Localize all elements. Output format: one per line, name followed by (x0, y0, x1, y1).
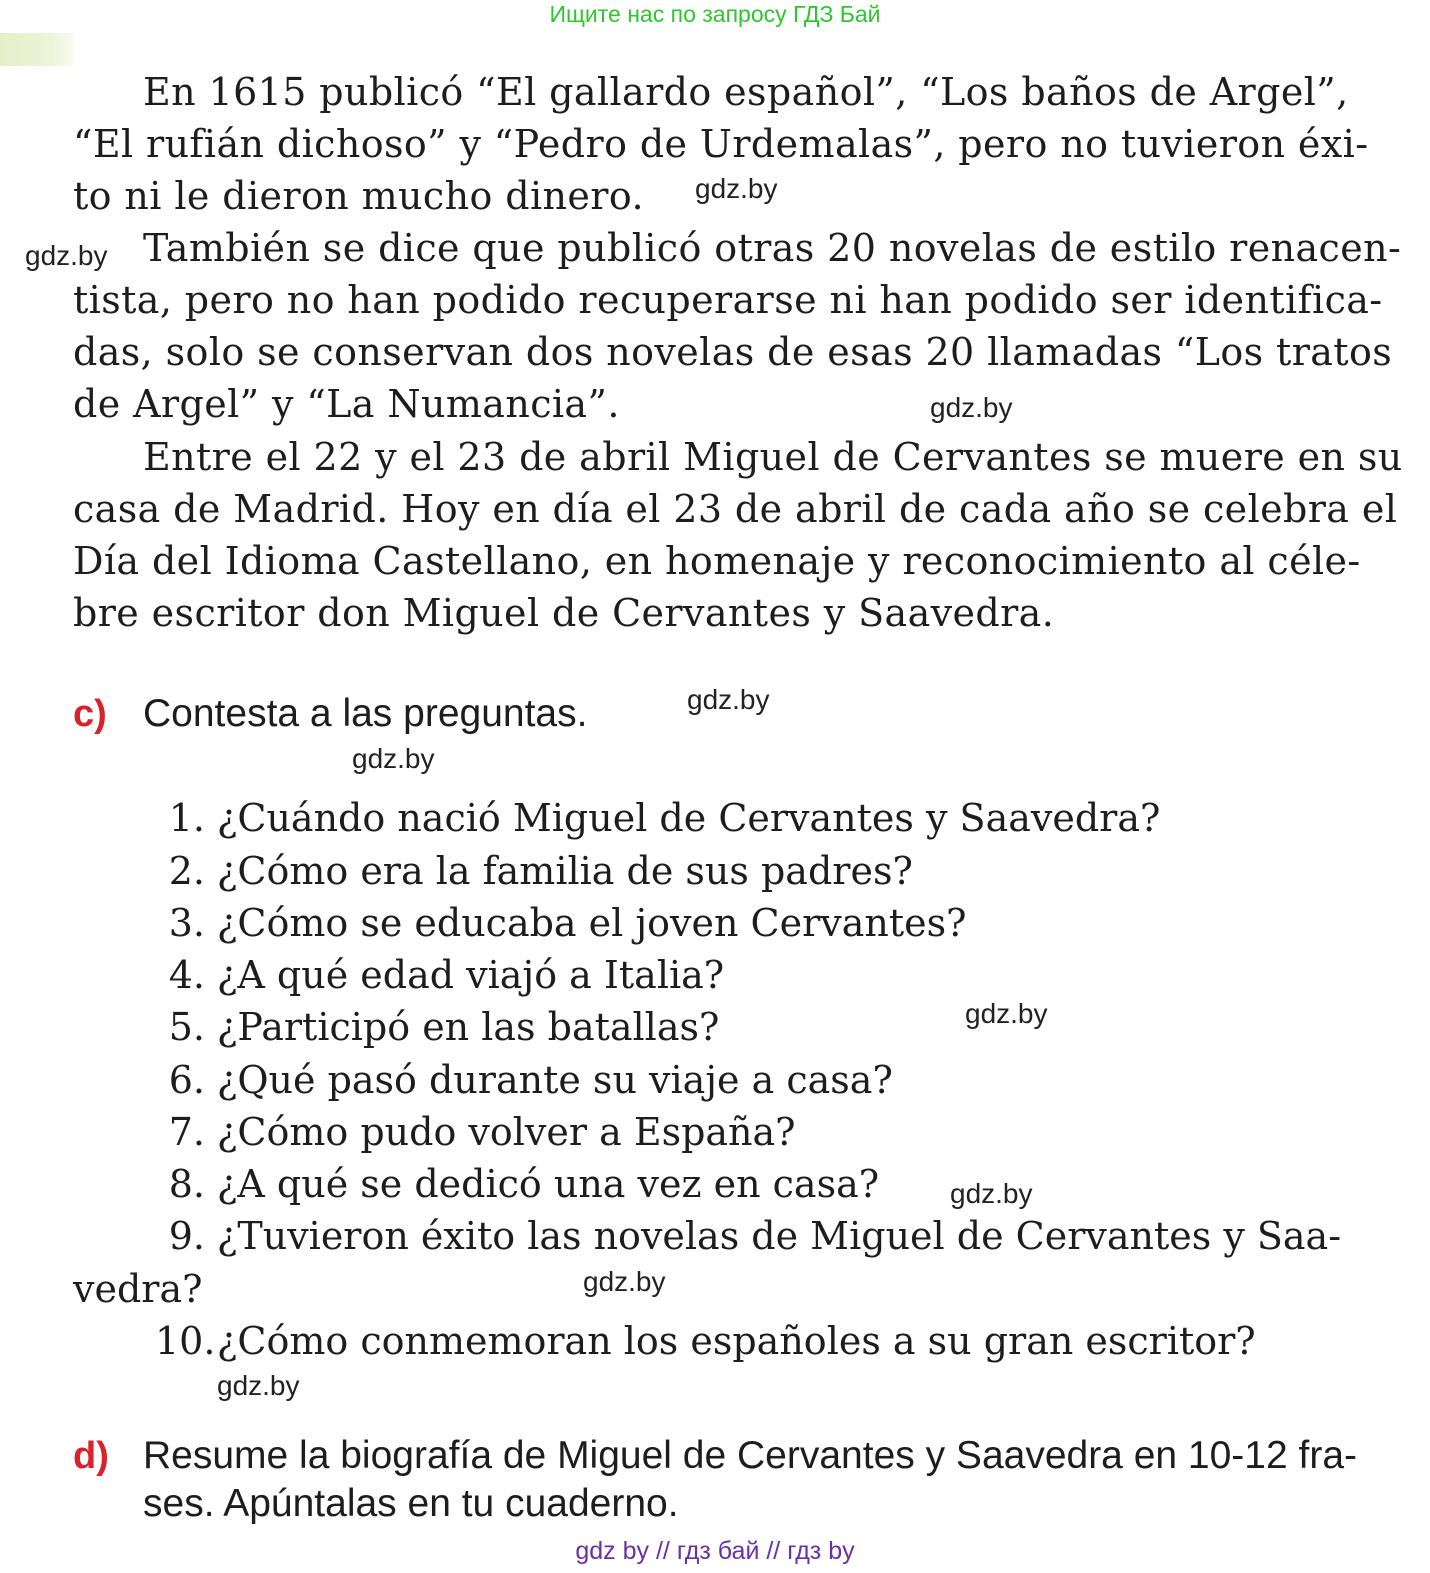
question-text: ¿A qué se dedicó una vez en casa? (217, 1162, 880, 1206)
question-text: ¿Cómo pudo volver a España? (217, 1110, 796, 1154)
watermark: gdz.by (217, 1370, 300, 1401)
question-number: 10. (155, 1319, 216, 1363)
question-text: ¿Cómo se educaba el joven Cervantes? (217, 901, 967, 945)
watermark: gdz.by (583, 1266, 666, 1297)
question-number: 7. (168, 1110, 205, 1154)
p2-line-1: También se dice que publicó otras 20 novelas de estilo renacen- (143, 226, 1402, 270)
question-number: 6. (168, 1058, 205, 1102)
question-item (155, 1001, 719, 1053)
question-item (155, 897, 967, 949)
question-item (155, 1054, 893, 1106)
task-d-line-1: Resume la biografía de Miguel de Cervantes y Saavedra en 10-12 fra- (143, 1434, 1358, 1477)
p1-line-3: to ni le dieron mucho dinero. (73, 174, 644, 218)
top-banner[interactable]: Ищите нас по запросу ГДЗ Бай (549, 1, 881, 27)
task-c-instruction: Contesta a las preguntas. (143, 692, 588, 735)
task-d-line-2: ses. Apúntalas en tu cuaderno. (143, 1482, 679, 1525)
p3-line-3: Día del Idioma Castellano, en homenaje y reconocimiento al céle- (73, 539, 1361, 583)
p1-line-1: En 1615 publicó “El gallardo español”, “Los baños de Argel”, (143, 70, 1349, 114)
question-number: 5. (168, 1005, 205, 1049)
p1-line-2: “El rufián dichoso” y “Pedro de Urdemalas”, pero no tuvieron éxi- (73, 122, 1369, 166)
question-number: 3. (168, 901, 205, 945)
question-item (155, 1158, 879, 1210)
question-text: ¿Cuándo nació Miguel de Cervantes y Saavedra? (217, 796, 1161, 840)
question-number: 4. (168, 953, 205, 997)
question-text: ¿Qué pasó durante su viaje a casa? (217, 1058, 893, 1102)
p2-line-2: tista, pero no han podido recuperarse ni han podido ser identifica- (73, 278, 1383, 322)
question-text: ¿A qué edad viajó a Italia? (217, 953, 725, 997)
p3-line-1: Entre el 22 y el 23 de abril Miguel de Cervantes se muere en su (143, 435, 1403, 479)
p2-line-3: das, solo se conservan dos novelas de esas 20 llamadas “Los tratos (73, 330, 1393, 374)
footer-links[interactable]: gdz by // гдз бай // гдз by (575, 1537, 855, 1565)
watermark: gdz.by (965, 998, 1048, 1029)
watermark: gdz.by (930, 392, 1013, 423)
watermark: gdz.by (950, 1178, 1033, 1209)
question-item (155, 1210, 1341, 1262)
question-text: ¿Participó en las batallas? (217, 1005, 720, 1049)
question-text: ¿Cómo conmemoran los españoles a su gran escritor? (217, 1319, 1256, 1363)
watermark: gdz.by (25, 240, 108, 271)
question-item (155, 845, 913, 897)
question-item (155, 1315, 1256, 1367)
question-number: 9. (168, 1214, 205, 1258)
task-c-marker: c) (73, 693, 107, 735)
task-d-marker: d) (73, 1435, 109, 1477)
question-number: 1. (168, 796, 205, 840)
question-number: 2. (168, 849, 205, 893)
p3-line-2: casa de Madrid. Hoy en día el 23 de abril de cada año se celebra el (73, 487, 1398, 531)
question-number: 8. (168, 1162, 205, 1206)
question-item (155, 949, 724, 1001)
question-text: ¿Tuvieron éxito las novelas de Miguel de Cervantes y Saa- (217, 1214, 1342, 1258)
question-continuation: vedra? (73, 1267, 203, 1311)
question-text: ¿Cómo era la familia de sus padres? (217, 849, 913, 893)
p2-line-4: de Argel” y “La Numancia”. (73, 382, 620, 426)
watermark: gdz.by (352, 743, 435, 774)
page-corner-tab (0, 33, 73, 66)
p3-line-4: bre escritor don Miguel de Cervantes y Saavedra. (73, 591, 1055, 635)
watermark: gdz.by (695, 173, 778, 204)
question-item (155, 1106, 796, 1158)
question-item (155, 792, 1160, 844)
watermark: gdz.by (687, 684, 770, 715)
